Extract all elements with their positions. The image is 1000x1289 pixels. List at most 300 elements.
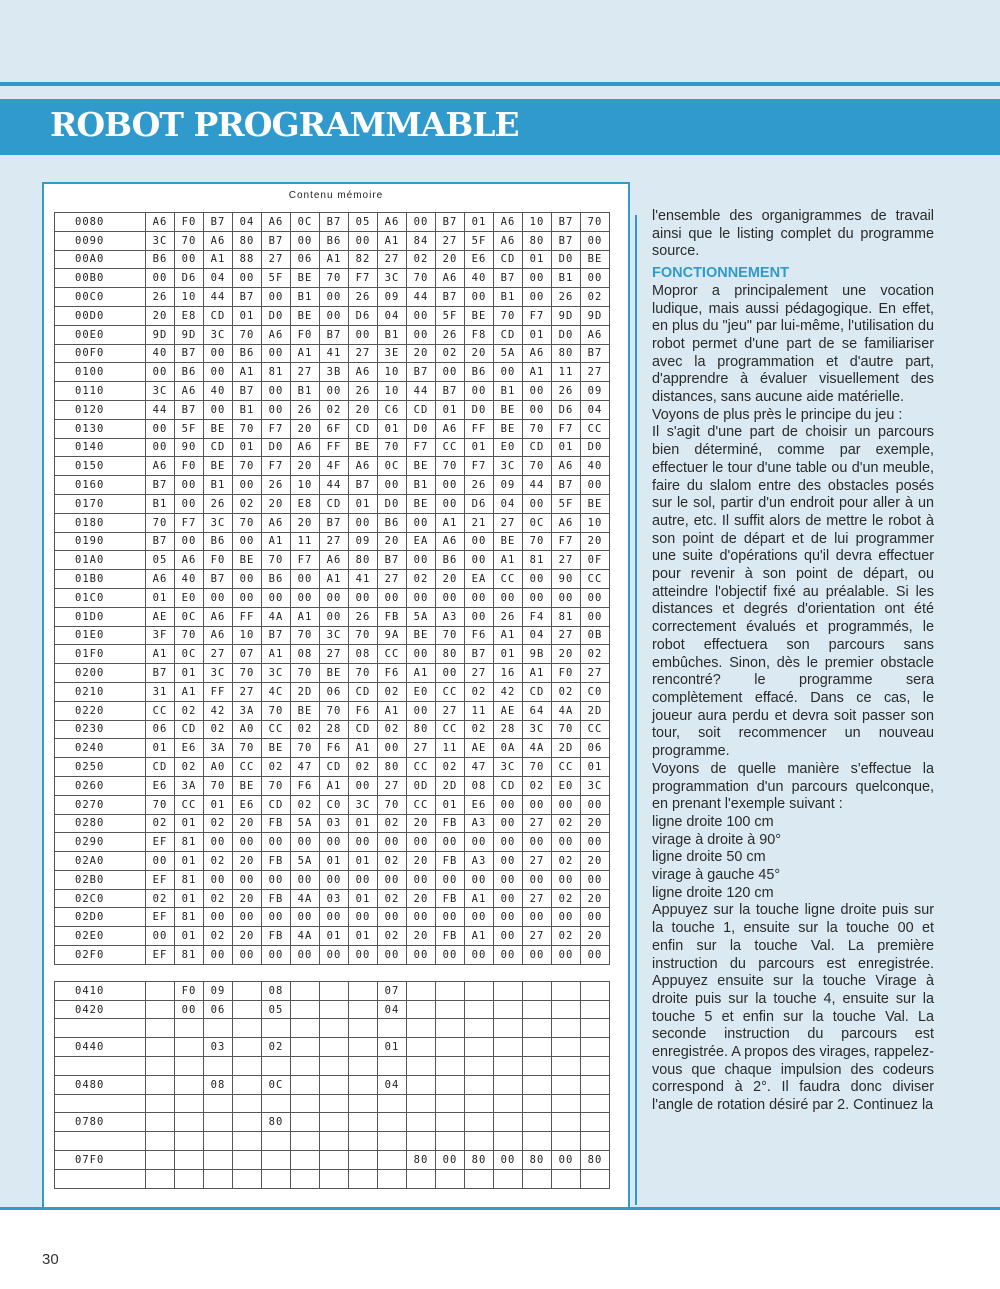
byte-cell: 02: [378, 720, 407, 739]
byte-cell: BE: [407, 457, 436, 476]
byte-cell: 00: [523, 588, 552, 607]
page-number: 30: [42, 1251, 59, 1268]
address-cell: 07F0: [55, 1151, 146, 1170]
byte-cell: B6: [146, 250, 175, 269]
article-text: [652, 208, 934, 1115]
byte-cell: F7: [407, 438, 436, 457]
article-paragraph: Mopror a principalement une vocation ludique, mais aussi pédagogique. En effet, en plus du "jeu" par lui-même, l'utilisation du robot permet d'une part de se familiariser avec la programmation et d'autre part, d'apprendre à évaluer visuellement des distances, sans aucune aide matérielle.: [652, 282, 934, 406]
byte-cell: 01: [320, 927, 349, 946]
byte-cell: A6: [349, 457, 378, 476]
byte-cell: [291, 1038, 320, 1057]
byte-cell: [320, 981, 349, 1000]
byte-cell: 80: [436, 645, 465, 664]
section-heading: FONCTIONNEMENT: [652, 265, 789, 282]
byte-cell: [349, 1132, 378, 1151]
byte-cell: CD: [494, 250, 523, 269]
byte-cell: 02: [233, 494, 262, 513]
byte-cell: 02: [204, 852, 233, 871]
byte-cell: [175, 1151, 204, 1170]
byte-cell: 02: [465, 682, 494, 701]
byte-cell: D0: [262, 306, 291, 325]
byte-cell: 06: [204, 1000, 233, 1019]
byte-cell: 01: [349, 927, 378, 946]
byte-cell: CC: [146, 701, 175, 720]
byte-cell: 40: [581, 457, 610, 476]
byte-cell: 20: [233, 889, 262, 908]
byte-cell: 27: [407, 739, 436, 758]
byte-cell: 81: [175, 870, 204, 889]
table-row: [55, 946, 610, 965]
byte-cell: B1: [146, 494, 175, 513]
byte-cell: 70: [407, 269, 436, 288]
byte-cell: 01: [175, 664, 204, 683]
byte-cell: 70: [523, 419, 552, 438]
byte-cell: 42: [204, 701, 233, 720]
byte-cell: 00: [233, 532, 262, 551]
byte-cell: 70: [436, 457, 465, 476]
byte-cell: A6: [204, 626, 233, 645]
byte-cell: 64: [523, 701, 552, 720]
address-cell: 0230: [55, 720, 146, 739]
byte-cell: [407, 1038, 436, 1057]
byte-cell: B7: [262, 231, 291, 250]
byte-cell: 00: [320, 833, 349, 852]
table-row: [55, 363, 610, 382]
byte-cell: 00: [465, 288, 494, 307]
byte-cell: 0C: [378, 457, 407, 476]
bottom-margin: [0, 1210, 1000, 1289]
byte-cell: 2D: [581, 701, 610, 720]
byte-cell: A1: [378, 231, 407, 250]
byte-cell: [436, 1075, 465, 1094]
byte-cell: A6: [146, 213, 175, 232]
table-row: [55, 1075, 610, 1094]
byte-cell: 00: [494, 363, 523, 382]
byte-cell: 6F: [320, 419, 349, 438]
byte-cell: F6: [378, 664, 407, 683]
byte-cell: 3A: [175, 776, 204, 795]
byte-cell: 00: [407, 306, 436, 325]
byte-cell: 26: [146, 288, 175, 307]
byte-cell: 01: [378, 419, 407, 438]
byte-cell: 20: [581, 889, 610, 908]
byte-cell: [407, 1075, 436, 1094]
byte-cell: 41: [320, 344, 349, 363]
table-row: [55, 607, 610, 626]
byte-cell: 5A: [494, 344, 523, 363]
address-cell: [55, 1019, 146, 1038]
table-row: [55, 325, 610, 344]
byte-cell: BE: [581, 494, 610, 513]
byte-cell: 00: [233, 946, 262, 965]
table-row: [55, 701, 610, 720]
byte-cell: 09: [204, 981, 233, 1000]
byte-cell: [523, 981, 552, 1000]
byte-cell: F0: [175, 457, 204, 476]
address-cell: 02B0: [55, 870, 146, 889]
byte-cell: B7: [552, 231, 581, 250]
byte-cell: BE: [407, 626, 436, 645]
byte-cell: AE: [494, 701, 523, 720]
byte-cell: A3: [465, 814, 494, 833]
table-row: [55, 908, 610, 927]
byte-cell: 00: [349, 231, 378, 250]
byte-cell: F8: [465, 325, 494, 344]
byte-cell: 00: [465, 588, 494, 607]
byte-cell: B1: [204, 476, 233, 495]
byte-cell: 01: [175, 852, 204, 871]
byte-cell: CC: [581, 570, 610, 589]
byte-cell: 02: [175, 758, 204, 777]
byte-cell: 80: [523, 231, 552, 250]
table-row: [55, 1151, 610, 1170]
table-row: [55, 833, 610, 852]
address-cell: 01B0: [55, 570, 146, 589]
byte-cell: E0: [494, 438, 523, 457]
byte-cell: 70: [320, 701, 349, 720]
byte-cell: 28: [494, 720, 523, 739]
byte-cell: A1: [320, 570, 349, 589]
table-row: [55, 758, 610, 777]
address-cell: 0180: [55, 513, 146, 532]
byte-cell: A0: [204, 758, 233, 777]
byte-cell: 00: [436, 588, 465, 607]
byte-cell: 00: [262, 588, 291, 607]
table-gap: [55, 964, 610, 981]
byte-cell: 70: [233, 325, 262, 344]
address-cell: 0130: [55, 419, 146, 438]
byte-cell: 00: [523, 833, 552, 852]
table-row: [55, 588, 610, 607]
byte-cell: 21: [465, 513, 494, 532]
byte-cell: 00: [581, 946, 610, 965]
byte-cell: 70: [291, 664, 320, 683]
address-cell: 0110: [55, 382, 146, 401]
article-paragraph: Appuyez sur la touche ligne droite puis sur la touche 1, ensuite sur la touche 00 et enfin sur la touche Val. La première instruction du parcours est enregistrée. Appuyez ensuite sur la touche Virage à droite puis sur la touche 4, ensuite sur la touche 5 et enfin sur la touche Val. La seconde instruction du parcours est enregistrée. A propos des virages, rappelez-vous que chaque impulsion des codeurs correspond à 2°. Il faudra donc diviser l'angle de rotation désiré par 2. Continuez la: [652, 902, 934, 1114]
byte-cell: 26: [291, 400, 320, 419]
byte-cell: CD: [204, 438, 233, 457]
byte-cell: F4: [523, 607, 552, 626]
byte-cell: 00: [407, 946, 436, 965]
byte-cell: E6: [465, 250, 494, 269]
byte-cell: 70: [262, 701, 291, 720]
table-row: [55, 739, 610, 758]
byte-cell: [581, 1075, 610, 1094]
byte-cell: 05: [262, 1000, 291, 1019]
byte-cell: 0C: [175, 607, 204, 626]
byte-cell: [465, 1038, 494, 1057]
byte-cell: 0F: [581, 551, 610, 570]
byte-cell: A6: [494, 231, 523, 250]
byte-cell: 00: [552, 833, 581, 852]
byte-cell: 20: [378, 532, 407, 551]
byte-cell: 01: [146, 739, 175, 758]
byte-cell: 00: [204, 588, 233, 607]
byte-cell: [378, 1151, 407, 1170]
byte-cell: [175, 1094, 204, 1113]
byte-cell: 00: [581, 269, 610, 288]
byte-cell: B1: [552, 269, 581, 288]
byte-cell: 00: [262, 400, 291, 419]
byte-cell: CC: [436, 682, 465, 701]
byte-cell: A1: [146, 645, 175, 664]
byte-cell: 26: [349, 607, 378, 626]
byte-cell: 00: [407, 833, 436, 852]
byte-cell: 00: [552, 946, 581, 965]
byte-cell: BE: [262, 739, 291, 758]
byte-cell: 70: [378, 438, 407, 457]
address-cell: 0420: [55, 1000, 146, 1019]
byte-cell: [523, 1019, 552, 1038]
byte-cell: 00: [175, 476, 204, 495]
byte-cell: D6: [175, 269, 204, 288]
byte-cell: FB: [262, 814, 291, 833]
byte-cell: 44: [523, 476, 552, 495]
byte-cell: B7: [552, 476, 581, 495]
byte-cell: B7: [436, 382, 465, 401]
byte-cell: 02: [552, 682, 581, 701]
byte-cell: 3C: [204, 664, 233, 683]
title-banner: [0, 99, 1000, 155]
address-cell: 00F0: [55, 344, 146, 363]
byte-cell: A1: [204, 250, 233, 269]
byte-cell: 20: [407, 889, 436, 908]
byte-cell: 02: [378, 682, 407, 701]
byte-cell: A6: [175, 382, 204, 401]
byte-cell: [552, 1094, 581, 1113]
table-row: [55, 870, 610, 889]
byte-cell: [581, 1057, 610, 1076]
byte-cell: [291, 1019, 320, 1038]
byte-cell: 00: [291, 231, 320, 250]
byte-cell: 20: [581, 852, 610, 871]
byte-cell: CD: [407, 400, 436, 419]
table-row: [55, 419, 610, 438]
address-cell: 00C0: [55, 288, 146, 307]
byte-cell: 08: [262, 981, 291, 1000]
byte-cell: CD: [320, 758, 349, 777]
article-paragraph: Voyons de plus près le principe du jeu :: [652, 406, 903, 423]
article-paragraph: ligne droite 100 cm: [652, 813, 774, 830]
byte-cell: 11: [436, 739, 465, 758]
byte-cell: [407, 1000, 436, 1019]
byte-cell: [291, 1132, 320, 1151]
byte-cell: FB: [436, 927, 465, 946]
address-cell: 02C0: [55, 889, 146, 908]
byte-cell: 80: [262, 1113, 291, 1132]
byte-cell: [407, 981, 436, 1000]
byte-cell: [233, 1113, 262, 1132]
byte-cell: B7: [175, 344, 204, 363]
byte-cell: [581, 1132, 610, 1151]
byte-cell: 02: [378, 852, 407, 871]
byte-cell: 00: [291, 833, 320, 852]
byte-cell: 0D: [407, 776, 436, 795]
byte-cell: 00: [523, 494, 552, 513]
byte-cell: 10: [175, 288, 204, 307]
byte-cell: 70: [146, 513, 175, 532]
byte-cell: [233, 1075, 262, 1094]
byte-cell: 88: [233, 250, 262, 269]
address-cell: [55, 1132, 146, 1151]
byte-cell: 27: [523, 927, 552, 946]
byte-cell: 4A: [523, 739, 552, 758]
byte-cell: 01: [233, 306, 262, 325]
byte-cell: B6: [262, 570, 291, 589]
byte-cell: [146, 1019, 175, 1038]
byte-cell: 00: [349, 776, 378, 795]
byte-cell: 01: [581, 758, 610, 777]
byte-cell: A3: [436, 607, 465, 626]
byte-cell: 70: [175, 231, 204, 250]
byte-cell: 02: [146, 814, 175, 833]
byte-cell: 47: [291, 758, 320, 777]
byte-cell: CC: [552, 758, 581, 777]
byte-cell: 20: [552, 645, 581, 664]
byte-cell: D0: [262, 438, 291, 457]
byte-cell: [291, 1113, 320, 1132]
byte-cell: 27: [523, 889, 552, 908]
address-cell: 0260: [55, 776, 146, 795]
byte-cell: [494, 981, 523, 1000]
byte-cell: 00: [378, 870, 407, 889]
byte-cell: A6: [523, 344, 552, 363]
byte-cell: A6: [436, 532, 465, 551]
byte-cell: 44: [407, 288, 436, 307]
table-row: [55, 1113, 610, 1132]
byte-cell: 40: [146, 344, 175, 363]
byte-cell: B7: [349, 476, 378, 495]
byte-cell: [320, 1094, 349, 1113]
byte-cell: F0: [204, 551, 233, 570]
byte-cell: [233, 1132, 262, 1151]
byte-cell: 00: [262, 908, 291, 927]
intro-paragraph: l'ensemble des organigrammes de travail ainsi que le listing complet du programme source.: [652, 208, 934, 260]
byte-cell: 40: [175, 570, 204, 589]
byte-cell: [581, 1094, 610, 1113]
byte-cell: [262, 1019, 291, 1038]
byte-cell: 10: [581, 513, 610, 532]
byte-cell: A1: [407, 664, 436, 683]
table-row: [55, 476, 610, 495]
byte-cell: 70: [291, 739, 320, 758]
byte-cell: A6: [204, 231, 233, 250]
byte-cell: BE: [349, 438, 378, 457]
byte-cell: [291, 1094, 320, 1113]
byte-cell: 08: [204, 1075, 233, 1094]
byte-cell: 90: [175, 438, 204, 457]
byte-cell: A1: [175, 682, 204, 701]
byte-cell: [146, 1075, 175, 1094]
byte-cell: D0: [465, 400, 494, 419]
table-row: [55, 344, 610, 363]
byte-cell: E6: [233, 795, 262, 814]
byte-cell: 00: [233, 588, 262, 607]
byte-cell: 00: [291, 870, 320, 889]
byte-cell: 00: [494, 908, 523, 927]
byte-cell: 00: [291, 570, 320, 589]
byte-cell: 80: [581, 1151, 610, 1170]
byte-cell: 70: [291, 626, 320, 645]
byte-cell: 70: [320, 269, 349, 288]
byte-cell: [146, 1169, 175, 1188]
address-cell: 0140: [55, 438, 146, 457]
byte-cell: [436, 1169, 465, 1188]
byte-cell: 20: [233, 927, 262, 946]
byte-cell: 3C: [146, 382, 175, 401]
table-row: [55, 814, 610, 833]
address-cell: 0190: [55, 532, 146, 551]
byte-cell: 70: [581, 213, 610, 232]
byte-cell: [465, 1169, 494, 1188]
byte-cell: EA: [407, 532, 436, 551]
byte-cell: 00: [465, 833, 494, 852]
byte-cell: [349, 1151, 378, 1170]
byte-cell: [494, 1169, 523, 1188]
address-cell: 0410: [55, 981, 146, 1000]
byte-cell: 27: [204, 645, 233, 664]
byte-cell: [175, 1038, 204, 1057]
table-row: [55, 852, 610, 871]
byte-cell: FF: [465, 419, 494, 438]
byte-cell: F7: [175, 513, 204, 532]
byte-cell: BE: [204, 457, 233, 476]
byte-cell: 4A: [291, 889, 320, 908]
byte-cell: 00: [204, 908, 233, 927]
byte-cell: 3C: [494, 758, 523, 777]
byte-cell: 00: [204, 870, 233, 889]
table-row: [55, 457, 610, 476]
byte-cell: [175, 1169, 204, 1188]
byte-cell: 2D: [552, 739, 581, 758]
byte-cell: F7: [552, 419, 581, 438]
byte-cell: 27: [262, 250, 291, 269]
byte-cell: 20: [146, 306, 175, 325]
byte-cell: [320, 1075, 349, 1094]
byte-cell: 00: [465, 908, 494, 927]
byte-cell: 10: [378, 363, 407, 382]
top-rule: [0, 82, 1000, 86]
byte-cell: 08: [349, 645, 378, 664]
byte-cell: F7: [349, 269, 378, 288]
byte-cell: 20: [581, 927, 610, 946]
byte-cell: 01: [175, 889, 204, 908]
byte-cell: [146, 1113, 175, 1132]
byte-cell: 70: [436, 626, 465, 645]
byte-cell: 02: [204, 814, 233, 833]
byte-cell: 81: [262, 363, 291, 382]
address-cell: 02D0: [55, 908, 146, 927]
byte-cell: 47: [465, 758, 494, 777]
byte-cell: 41: [349, 570, 378, 589]
byte-cell: CD: [349, 419, 378, 438]
byte-cell: FB: [378, 607, 407, 626]
byte-cell: [494, 1000, 523, 1019]
byte-cell: 70: [523, 532, 552, 551]
byte-cell: 00: [494, 833, 523, 852]
byte-cell: 00: [262, 344, 291, 363]
address-cell: 00A0: [55, 250, 146, 269]
byte-cell: 00: [262, 870, 291, 889]
byte-cell: 00: [465, 870, 494, 889]
byte-cell: 44: [204, 288, 233, 307]
byte-cell: CD: [146, 758, 175, 777]
byte-cell: CC: [436, 438, 465, 457]
byte-cell: 0C: [175, 645, 204, 664]
byte-cell: 5A: [291, 852, 320, 871]
byte-cell: 26: [494, 607, 523, 626]
table-row: [55, 513, 610, 532]
